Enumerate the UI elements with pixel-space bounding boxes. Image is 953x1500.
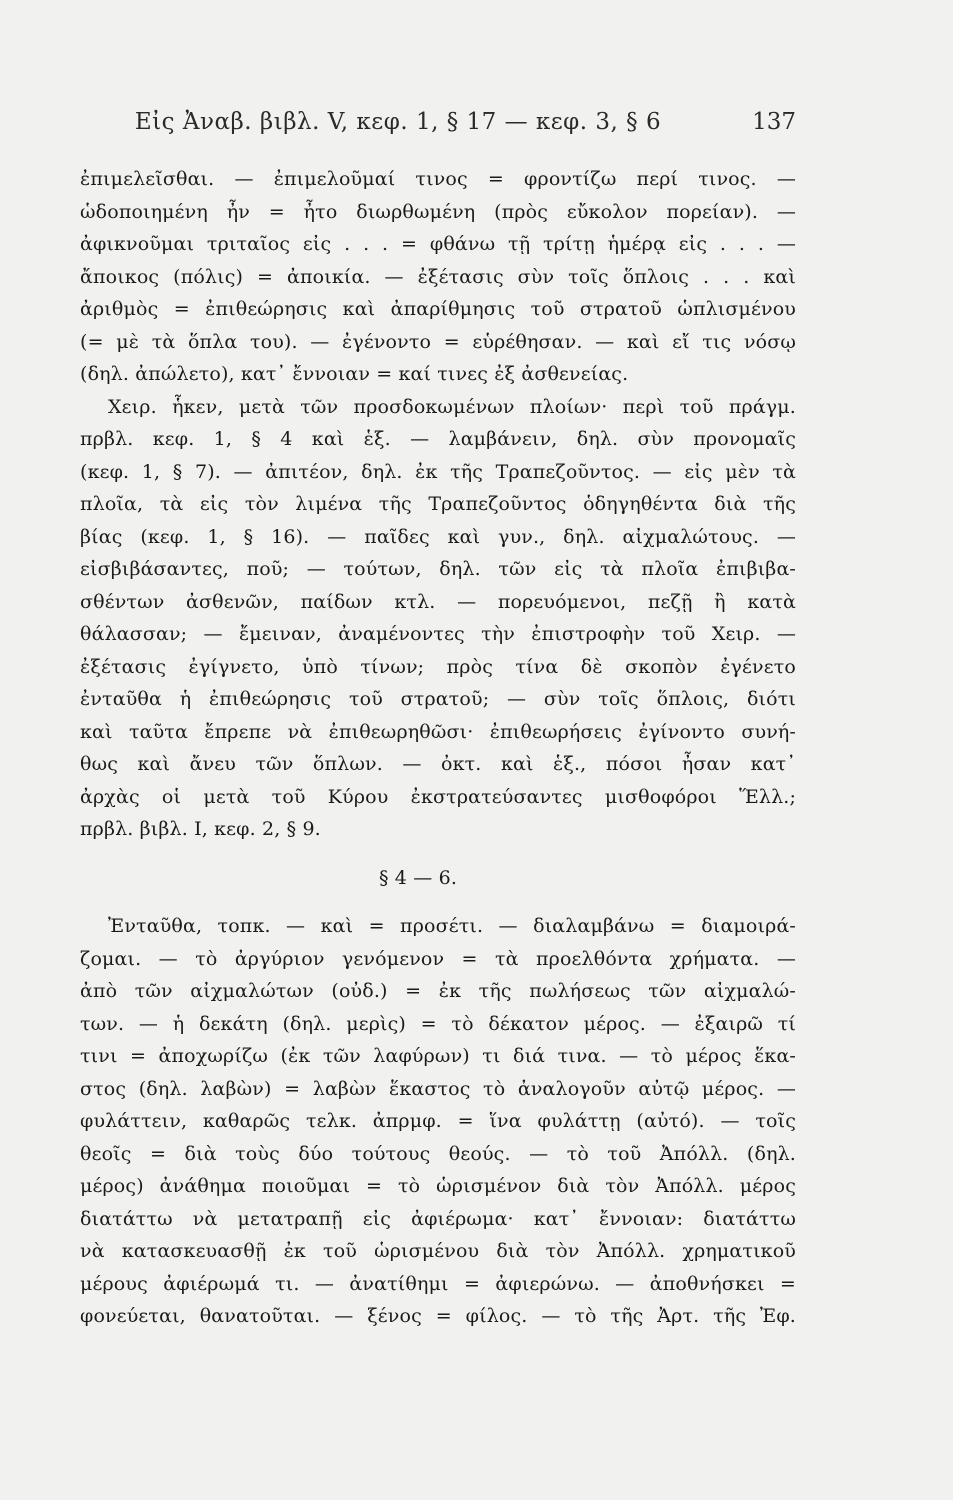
text-line: στος (δηλ. λαβὼν) = λαβὼν ἕκαστος τὸ ἀναλογοῦν αὐτῷ μέρος. — xyxy=(80,1077,796,1100)
text-line: ζομαι. — τὸ ἀργύριον γενόμενον = τὰ προελθόντα χρήματα. — xyxy=(80,947,796,970)
running-title: Εἰς Ἀναβ. βιβλ. V, κεφ. 1, § 17 — κεφ. 3, § 6 xyxy=(134,109,662,135)
commentary-text xyxy=(80,163,796,1333)
text-line: μέρος) ἀνάθημα ποιοῦμαι = τὸ ὡρισμένον διὰ τὸν Ἀπόλλ. μέρος xyxy=(80,1175,796,1197)
text-line: ἀρχὰς οἱ μετὰ τοῦ Κύρου ἐκστρατεύσαντες μισθοφόροι Ἕλλ.; xyxy=(80,785,796,808)
text-line: (κεφ. 1, § 7). — ἀπιτέον, δηλ. ἐκ τῆς Τραπεζοῦντος. — εἰς μὲν τὰ xyxy=(80,460,796,483)
text-line: θεοῖς = διὰ τοὺς δύο τούτους θεούς. — τὸ τοῦ Ἀπόλλ. (δηλ. xyxy=(80,1142,796,1165)
text-line: (δηλ. ἀπώλετο), κατ᾽ ἔννοιαν = καί τινες ἐξ ἀσθενείας. xyxy=(80,363,629,385)
text-line: πρβλ. βιβλ. I, κεφ. 2, § 9. xyxy=(80,818,321,840)
text-line: θάλασσαν; — ἔμειναν, ἀναμένοντες τὴν ἐπιστροφὴν τοῦ Χειρ. — xyxy=(80,623,796,645)
text-line: πρβλ. κεφ. 1, § 4 καὶ ἑξ. — λαμβάνειν, δηλ. σὺν προνομαῖς xyxy=(80,428,796,450)
text-line: διατάττω νὰ μετατραπῇ εἰς ἀφιέρωμα· κατ᾽ ἔννοιαν: διατάττω xyxy=(80,1207,796,1230)
text-line: ἐνταῦθα ἡ ἐπιθεώρησις τοῦ στρατοῦ; — σὺν τοῖς ὅπλοις, διότι xyxy=(80,688,796,710)
page-number: 137 xyxy=(752,109,796,135)
text-line: φυλάττειν, καθαρῶς τελκ. ἀπρμφ. = ἵνα φυλάττῃ (αὐτό). — τοῖς xyxy=(80,1110,796,1132)
text-line: νὰ κατασκευασθῇ ἐκ τοῦ ὡρισμένου διὰ τὸν Ἀπόλλ. χρηματικοῦ xyxy=(80,1240,796,1262)
text-line: Χειρ. ἧκεν, μετὰ τῶν προσδοκωμένων πλοίων· περὶ τοῦ πράγμ. xyxy=(108,395,796,418)
text-line: εἰσβιβάσαντες, ποῦ; — τούτων, δηλ. τῶν εἰς τὰ πλοῖα ἐπιβιβα- xyxy=(80,558,796,580)
text-line: ἀπὸ τῶν αἰχμαλώτων (οὐδ.) = ἐκ τῆς πωλήσεως τῶν αἰχμαλώ- xyxy=(80,980,796,1002)
text-line: ἀφικνοῦμαι τριταῖος εἰς . . . = φθάνω τῇ τρίτῃ ἡμέρᾳ εἰς . . . — xyxy=(80,233,796,255)
text-line: ἐξέτασις ἐγίγνετο, ὑπὸ τίνων; πρὸς τίνα δὲ σκοπὸν ἐγένετο xyxy=(80,655,796,678)
text-line: μέρους ἀφιέρωμά τι. — ἀνατίθημι = ἀφιερώνω. — ἀποθνήσκει = xyxy=(80,1272,796,1295)
text-line: Ἐνταῦθα, τοπκ. — καὶ = προσέτι. — διαλαμβάνω = διαμοιρά- xyxy=(108,915,796,937)
text-line: ἀριθμὸς = ἐπιθεώρησις καὶ ἀπαρίθμησις τοῦ στρατοῦ ὡπλισμένου xyxy=(80,298,796,320)
text-line: των. — ἡ δεκάτη (δηλ. μερὶς) = τὸ δέκατον μέρος. — ἐξαιρῶ τί xyxy=(80,1012,796,1035)
text-line: τινι = ἀποχωρίζω (ἐκ τῶν λαφύρων) τι διά τινα. — τὸ μέρος ἕκα- xyxy=(80,1045,796,1067)
text-line: (= μὲ τὰ ὅπλα του). — ἐγένοντο = εὑρέθησαν. — καὶ εἴ τις νόσῳ xyxy=(80,330,796,353)
text-line: ἐπιμελεῖσθαι. — ἐπιμελοῦμαί τινος = φροντίζω περί τινος. — xyxy=(80,168,796,190)
text-line: ἄποικος (πόλις) = ἀποικία. — ἐξέτασις σὺν τοῖς ὅπλοις . . . καὶ xyxy=(80,265,796,288)
text-line: καὶ ταῦτα ἔπρεπε νὰ ἐπιθεωρηθῶσι· ἐπιθεωρήσεις ἐγίνοντο συνή- xyxy=(80,720,796,743)
text-line: φονεύεται, θανατοῦται. — ξένος = φίλος. — τὸ τῆς Ἀρτ. τῆς Ἐφ. xyxy=(80,1305,796,1327)
text-line: βίας (κεφ. 1, § 16). — παῖδες καὶ γυν., δηλ. αἰχμαλώτους. — xyxy=(80,525,796,548)
page-header xyxy=(80,102,796,142)
text-line: πλοῖα, τὰ εἰς τὸν λιμένα τῆς Τραπεζοῦντος ὁδηγηθέντα διὰ τῆς xyxy=(80,493,796,515)
text-line: σθέντων ἀσθενῶν, παίδων κτλ. — πορευόμενοι, πεζῇ ἢ κατὰ xyxy=(80,590,796,613)
text-line: ὡδοποιημένη ἦν = ἦτο διωρθωμένη (πρὸς εὔκολον πορείαν). — xyxy=(80,200,796,223)
text-line: θως καὶ ἄνευ τῶν ὅπλων. — ὀκτ. καὶ ἑξ., πόσοι ἦσαν κατ᾽ xyxy=(80,753,796,775)
section-heading: § 4 — 6. xyxy=(378,866,458,889)
